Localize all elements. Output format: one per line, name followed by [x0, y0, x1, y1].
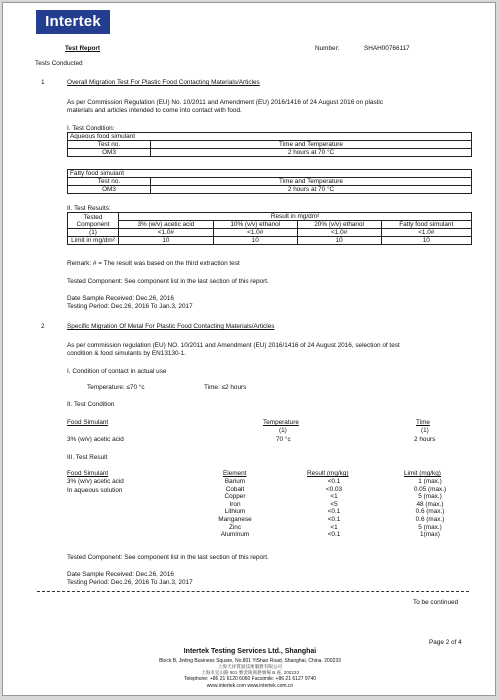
result-value: <0.1 — [327, 478, 341, 485]
element-name: Copper — [224, 493, 246, 501]
result-value: <0.1 — [327, 531, 341, 539]
section-1-tested-component: Tested Component: See component list in the last section of this report. — [67, 278, 269, 285]
result-unit-header: Result in mg/dm² — [119, 213, 472, 221]
result-value: <1 — [330, 493, 338, 501]
report-title: Test Report — [65, 45, 101, 52]
result-value: <1.0# — [213, 229, 297, 237]
limit-column — [395, 478, 465, 539]
result-value: <5 — [330, 500, 338, 508]
section-divider — [37, 591, 469, 592]
aqueous-title: Aqueous food simulant — [68, 133, 472, 141]
footer-chinese-name: 上海天祥質量技術服務有限公司 — [217, 664, 283, 669]
result-value: <1 — [330, 523, 338, 531]
aqueous-condition-table — [67, 132, 472, 157]
element-name: Barium — [224, 478, 246, 485]
section-2-testing-period: Testing Period: Dec.26, 2016 To Jan.3, 2017 — [67, 579, 193, 586]
limit-row-label: Limit in mg/dm² — [68, 237, 119, 245]
cond-food-simulant: 3% (w/v) acetic acid — [67, 436, 124, 443]
section-2-intro-line1: As per commission regulation (EU) NO. 10/2011 and Amendment (EU) 2016/1416 of 24 August 2016, selection of test — [67, 342, 400, 349]
element-name: Aluminum — [220, 531, 250, 539]
cond-header-time: Time — [416, 419, 430, 426]
res-header-element: Element — [223, 470, 247, 477]
res-simulant-line1: 3% (w/v) acetic acid — [67, 478, 124, 485]
overall-migration-results-table — [67, 212, 472, 245]
col-fatty-simulant: Fatty food simulant — [381, 221, 471, 229]
result-value: <1.0# — [119, 229, 214, 237]
res-header-limit: Limit (mg/kg) — [404, 470, 441, 477]
col-ethanol-20: 20% (v/v) ethanol — [297, 221, 381, 229]
result-row-label: (1) — [68, 229, 119, 237]
tested-component-header: Tested Component — [68, 213, 119, 229]
section-1-intro-line2: materials and articles intended to come into contact with food. — [67, 107, 242, 114]
section-1-date-received: Date Sample Received: Dec.26, 2016 — [67, 295, 174, 302]
footer-company: Intertek Testing Services Ltd., Shanghai — [183, 648, 317, 655]
test-results-label: II. Test Results: — [67, 205, 111, 212]
report-number: SHAH00766117 — [364, 45, 410, 52]
remark: Remark: # = The result was based on the third extraction test — [67, 260, 240, 267]
page-number: Page 2 of 4 — [429, 639, 462, 646]
section-2-tested-component: Tested Component: See component list in the last section of this report. — [67, 554, 269, 561]
to-be-continued: To be continued — [413, 599, 459, 606]
section-2-intro-line2: condition & food simulants by EN13130-1. — [67, 350, 187, 357]
element-name: Iron — [229, 500, 241, 508]
test-condition-2-label: II. Test Condition — [67, 401, 115, 408]
col-acetic-acid: 3% (w/v) acetic acid — [119, 221, 214, 229]
res-header-result: Result (mg/kg) — [307, 470, 349, 477]
result-column — [299, 478, 369, 539]
cond-temperature-note: (1) — [279, 427, 287, 434]
fatty-title: Fatty food simulant — [68, 170, 472, 178]
aqueous-header-time-temp: Time and Temperature — [151, 141, 472, 149]
section-1-intro-line1: As per Commission Regulation (EU) No. 10/2011 and Amendment (EU) 2016/1416 of 24 August 2016 on plastic — [67, 99, 384, 106]
limit-value: 10 — [297, 237, 381, 245]
res-header-food-simulant: Food Simulant — [67, 470, 109, 477]
section-1-testing-period: Testing Period: Dec.26, 2016 To Jan.3, 2017 — [67, 303, 193, 310]
report-page — [2, 2, 496, 696]
cond-header-temperature: Temperature — [263, 419, 299, 426]
footer-chinese-address: 上海市宜山路 801 號金陵商務廣場 B 座, 200233 — [200, 670, 300, 675]
number-label: Number: — [315, 45, 340, 52]
result-value: <0.03 — [325, 485, 343, 493]
footer-web: www.intertek.com www.intertek.com.cn — [206, 683, 294, 689]
test-condition-label: I. Test Condition: — [67, 125, 115, 132]
section-2-title: Specific Migration Of Metal For Plastic Food Contacting Materials/Articles — [67, 323, 275, 330]
contact-condition-label: I. Condition of contact in actual use — [67, 368, 167, 375]
result-value: <0.1 — [327, 515, 341, 523]
fatty-time-temp: 2 hours at 70 °C — [151, 186, 472, 194]
limit-value: 0.6 (max.) — [415, 515, 445, 523]
element-name: Lithium — [224, 508, 246, 516]
limit-value: 5 (max.) — [418, 523, 442, 531]
limit-value: 48 (max.) — [416, 500, 444, 508]
contact-temperature: Temperature: ≤70 °c — [87, 384, 145, 391]
element-column — [203, 478, 267, 539]
result-value: <0.1 — [327, 508, 341, 516]
cond-header-food-simulant: Food Simulant — [67, 419, 109, 426]
section-2-number: 2 — [41, 323, 45, 330]
cond-time-note: (1) — [421, 427, 429, 434]
limit-value: 10 — [381, 237, 471, 245]
limit-value: 0.05 (max.) — [413, 485, 447, 493]
aqueous-header-test-no: Test no. — [68, 141, 151, 149]
fatty-test-no: OM3 — [68, 186, 151, 194]
element-name: Cobalt — [225, 485, 245, 493]
fatty-header-time-temp: Time and Temperature — [151, 178, 472, 186]
limit-value: 10 — [213, 237, 297, 245]
result-value: <1.0# — [297, 229, 381, 237]
aqueous-time-temp: 2 hours at 70 °C — [151, 149, 472, 157]
result-value: <1.0# — [381, 229, 471, 237]
footer-phone: Telephone: +86 21 6120 6060 Facsimile: +86 21 6127 9740 — [183, 676, 317, 682]
section-1-number: 1 — [41, 79, 45, 86]
aqueous-test-no: OM3 — [68, 149, 151, 157]
element-name: Manganese — [218, 515, 252, 523]
footer-address: Block B, Jinling Business Square, No.801 YiShan Road, Shanghai, China. 200233 — [159, 658, 341, 664]
cond-temperature: 70 °c — [276, 436, 291, 443]
fatty-header-test-no: Test no. — [68, 178, 151, 186]
tests-conducted: Tests Conducted — [35, 60, 83, 67]
cond-time: 2 hours — [414, 436, 436, 443]
col-ethanol-10: 10% (v/v) ethanol — [213, 221, 297, 229]
limit-value: 0.6 (max.) — [415, 508, 445, 516]
intertek-logo: Intertek — [36, 10, 110, 34]
test-result-2-label: III. Test Result — [67, 454, 108, 461]
contact-time: Time: ≤2 hours — [204, 384, 247, 391]
section-1-title: Overall Migration Test For Plastic Food Contacting Materials/Articles — [67, 79, 260, 86]
limit-value: 5 (max.) — [418, 493, 442, 501]
fatty-condition-table — [67, 169, 472, 194]
limit-value: 10 — [119, 237, 214, 245]
limit-value: 1 (max.) — [418, 478, 442, 485]
section-2-date-received: Date Sample Received: Dec.26, 2016 — [67, 571, 174, 578]
res-simulant-line2: In aqueous solution — [67, 487, 123, 494]
limit-value: 1(max) — [420, 531, 440, 539]
element-name: Zinc — [228, 523, 242, 531]
